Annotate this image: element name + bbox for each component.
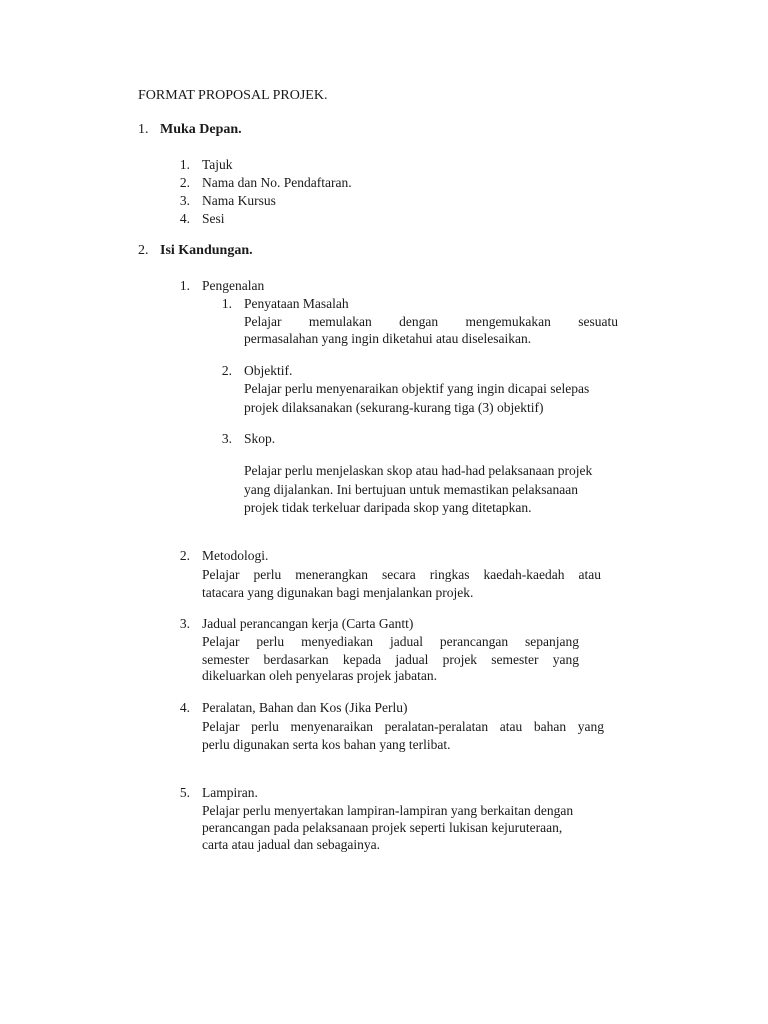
sublist-item-objektif: Objektif. <box>244 363 293 378</box>
list-item-number: 2. <box>179 175 190 190</box>
paragraph-line: perlu digunakan serta kos bahan yang terlibat. <box>202 737 451 752</box>
list-item-number: 5. <box>179 785 190 800</box>
paragraph-line: yang dijalankan. Ini bertujuan untuk memastikan pelaksanaan <box>244 482 579 497</box>
paragraph-line: permasalahan yang ingin diketahui atau diselesaikan. <box>244 331 532 346</box>
paragraph-line: tatacara yang digunakan bagi menjalankan projek. <box>202 585 474 600</box>
paragraph-line: semester berdasarkan kepada jadual projek semester yang <box>202 652 579 667</box>
list-item-metodologi: Metodologi. <box>202 548 269 563</box>
list-item-number: 4. <box>179 700 190 715</box>
paragraph-line: Pelajar perlu menerangkan secara ringkas kaedah-kaedah atau <box>202 567 601 582</box>
list-item-pengenalan: Pengenalan <box>202 278 265 293</box>
paragraph-line: Pelajar perlu menyenaraikan objektif yang ingin dicapai selepas <box>244 381 590 396</box>
list-item-number: 4. <box>179 211 190 226</box>
list-item-tajuk: Tajuk <box>202 157 233 172</box>
list-item-nama-pendaftaran: Nama dan No. Pendaftaran. <box>202 175 352 190</box>
sublist-item-skop: Skop. <box>244 431 276 446</box>
list-item-number: 2. <box>179 548 190 563</box>
paragraph-line: projek tidak terkeluar daripada skop yang ditetapkan. <box>244 500 532 515</box>
list-item-number: 3. <box>179 616 190 631</box>
paragraph-line: projek dilaksanakan (sekurang-kurang tiga (3) objektif) <box>244 400 544 415</box>
paragraph-line: Pelajar perlu menjelaskan skop atau had-had pelaksanaan projek <box>244 463 593 478</box>
list-item-sesi: Sesi <box>202 211 225 226</box>
list-item-lampiran: Lampiran. <box>202 785 258 800</box>
list-item-number: 1. <box>179 157 190 172</box>
sublist-item-number: 2. <box>221 363 232 378</box>
list-item-number: 3. <box>179 193 190 208</box>
paragraph-line: Pelajar perlu menyediakan jadual perancangan sepanjang <box>202 634 579 649</box>
section-number: 2. <box>138 243 149 258</box>
list-item-jadual-perancangan: Jadual perancangan kerja (Carta Gantt) <box>202 616 414 631</box>
sublist-item-penyataan-masalah: Penyataan Masalah <box>244 296 349 311</box>
paragraph-line: dikeluarkan oleh penyelaras projek jabatan. <box>202 668 438 683</box>
sublist-item-number: 1. <box>221 296 232 311</box>
section-heading-muka-depan: Muka Depan. <box>160 122 242 137</box>
document-title: FORMAT PROPOSAL PROJEK. <box>138 88 328 103</box>
list-item-peralatan: Peralatan, Bahan dan Kos (Jika Perlu) <box>202 700 408 715</box>
paragraph-line: perancangan pada pelaksanaan projek seperti lukisan kejuruteraan, <box>202 820 563 835</box>
section-number: 1. <box>138 122 149 137</box>
paragraph-line: Pelajar memulakan dengan mengemukakan sesuatu <box>244 314 618 329</box>
list-item-number: 1. <box>179 278 190 293</box>
paragraph-line: Pelajar perlu menyenaraikan peralatan-peralatan atau bahan yang <box>202 719 604 734</box>
paragraph-line: Pelajar perlu menyertakan lampiran-lampiran yang berkaitan dengan <box>202 803 574 818</box>
section-heading-isi-kandungan: Isi Kandungan. <box>160 243 253 258</box>
paragraph-line: carta atau jadual dan sebagainya. <box>202 837 381 852</box>
list-item-nama-kursus: Nama Kursus <box>202 193 276 208</box>
sublist-item-number: 3. <box>221 431 232 446</box>
